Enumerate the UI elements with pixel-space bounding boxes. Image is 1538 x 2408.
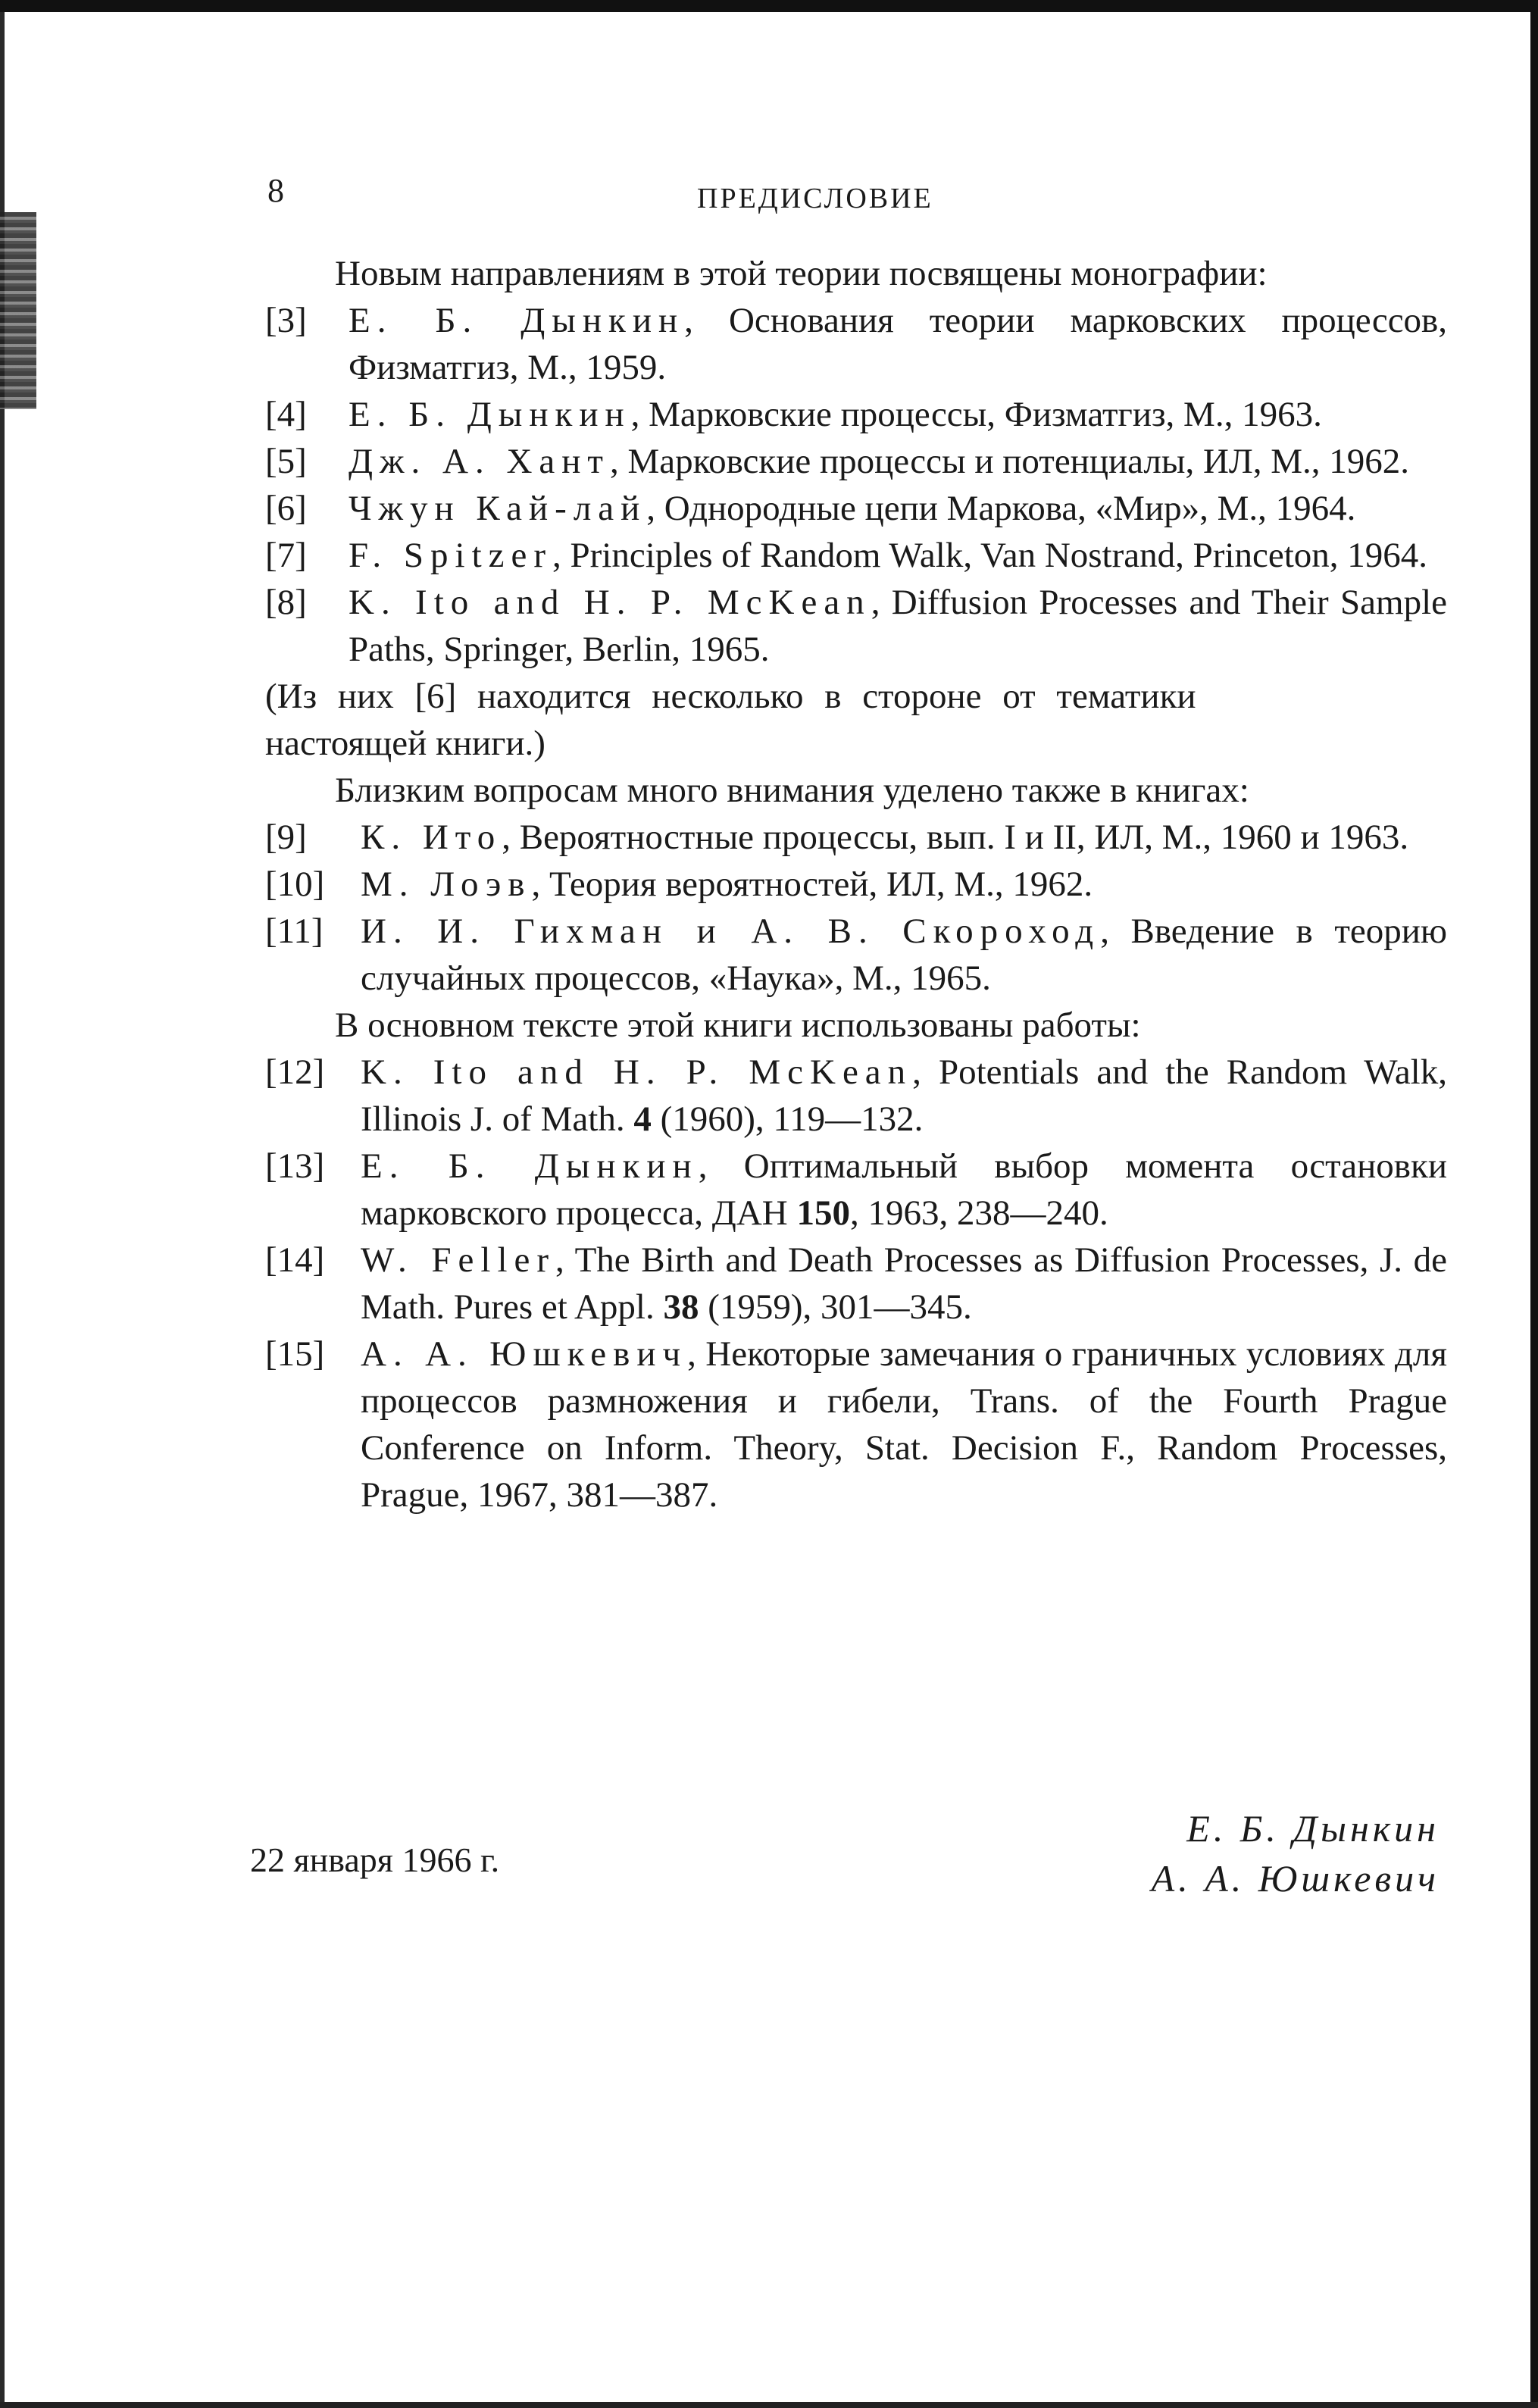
reference-number: [6] <box>265 489 307 528</box>
reference-15 <box>265 1331 1447 1518</box>
reference-text: , Введение в теорию случайных процессов, «Наука», М., 1965. <box>361 912 1447 998</box>
binding-mark <box>0 212 36 409</box>
reference-author: W. Feller <box>361 1240 556 1280</box>
reference-text: , Основания теории марковских процессов, Физматгиз, М., 1959. <box>349 301 1447 387</box>
reference-author: И. И. Гихман и А. В. Скороход <box>361 912 1101 951</box>
intro-paragraph-2: Близким вопросам много внимания уделено также в книгах: <box>335 771 1249 810</box>
reference-volume: 4 <box>633 1099 652 1139</box>
scan-edge-bottom <box>0 2402 1538 2408</box>
reference-volume: 150 <box>796 1193 850 1233</box>
reference-4 <box>265 391 1447 438</box>
reference-volume: 38 <box>663 1287 699 1327</box>
note-line-1: (Из них [6] находится несколько в стороне от тематики <box>265 677 1196 716</box>
page-number: 8 <box>267 172 284 209</box>
reference-number: [12] <box>265 1052 325 1092</box>
reference-text: , Diffusion Processes and Their Sample Paths, Springer, Berlin, 1965. <box>349 583 1447 669</box>
reference-text: , Оптимальный выбор момента остановки марковского процесса, ДАН <box>361 1146 1447 1233</box>
reference-text: , Марковские процессы и потенциалы, ИЛ, М., 1962. <box>609 442 1410 481</box>
reference-number: [15] <box>265 1334 325 1374</box>
reference-12 <box>265 1049 1447 1143</box>
reference-6 <box>265 485 1447 532</box>
reference-author: Е. Б. Дынкин <box>349 301 685 340</box>
scan-edge-right <box>1530 0 1538 2408</box>
reference-author: Дж. А. Хант <box>349 442 610 481</box>
reference-text-tail: , 1963, 238—240. <box>850 1193 1108 1233</box>
reference-text: , Principles of Random Walk, Van Nostrand, Princeton, 1964. <box>552 536 1428 575</box>
intro-paragraph-3: В основном тексте этой книги использованы работы: <box>335 1005 1141 1045</box>
reference-number: [11] <box>265 912 324 951</box>
page-body <box>265 250 1447 1518</box>
reference-5 <box>265 438 1447 485</box>
reference-number: [13] <box>265 1146 325 1186</box>
reference-author: Е. Б. Дынкин <box>349 395 631 434</box>
note-line-2: настоящей книги.) <box>265 724 545 763</box>
reference-number: [9] <box>265 818 307 857</box>
reference-text: , Вероятностные процессы, вып. I и II, ИЛ, М., 1960 и 1963. <box>502 818 1409 857</box>
reference-3 <box>265 297 1447 391</box>
reference-author: М. Лоэв <box>361 865 532 904</box>
reference-text: , Некоторые замечания о граничных условиях для процессов размножения и гибели, Trans. of the Fourth Prague Conference on Inform. Theory, Stat. Decision F., Random Processes, Prague, 1967, 381—387. <box>361 1334 1447 1515</box>
reference-author: А. А. Юшкевич <box>361 1334 688 1374</box>
reference-number: [8] <box>265 583 307 622</box>
reference-author: K. Ito and H. P. McKean <box>349 583 871 622</box>
reference-author: Е. Б. Дынкин <box>361 1146 699 1186</box>
reference-author: К. Ито <box>361 818 502 857</box>
reference-text-tail: (1959), 301—345. <box>699 1287 972 1327</box>
reference-number: [5] <box>265 442 307 481</box>
reference-11 <box>265 908 1447 1002</box>
reference-number: [10] <box>265 865 325 904</box>
reference-number: [3] <box>265 301 307 340</box>
reference-9 <box>265 814 1447 861</box>
reference-author: K. Ito and H. P. McKean <box>361 1052 913 1092</box>
signature-yushkevich: А. А. Юшкевич <box>1151 1857 1440 1900</box>
reference-text-tail: (1960), 119—132. <box>651 1099 924 1139</box>
reference-number: [7] <box>265 536 307 575</box>
reference-text: , Теория вероятностей, ИЛ, М., 1962. <box>531 865 1093 904</box>
signature-dynkin: Е. Б. Дынкин <box>1186 1807 1440 1850</box>
reference-text: , The Birth and Death Processes as Diffusion Processes, J. de Math. Pures et Appl. <box>361 1240 1447 1327</box>
scan-edge-top <box>0 0 1538 12</box>
reference-7 <box>265 532 1447 579</box>
reference-text: , Марковские процессы, Физматгиз, М., 1963. <box>630 395 1322 434</box>
reference-text: , Potentials and the Random Walk, Illinois J. of Math. <box>361 1052 1447 1139</box>
reference-text: , Однородные цепи Маркова, «Мир», М., 1964. <box>646 489 1356 528</box>
reference-number: [4] <box>265 395 307 434</box>
reference-author: Чжун Кай-лай <box>349 489 647 528</box>
running-title: ПРЕДИСЛОВИЕ <box>697 183 933 214</box>
reference-author: F. Spitzer <box>349 536 553 575</box>
note-paragraph <box>265 673 1447 767</box>
reference-8 <box>265 579 1447 673</box>
reference-14 <box>265 1237 1447 1331</box>
preface-date: 22 января 1966 г. <box>250 1840 500 1879</box>
intro-paragraph-1: Новым направлениям в этой теории посвящены монографии: <box>335 254 1268 293</box>
reference-13 <box>265 1143 1447 1237</box>
reference-number: [14] <box>265 1240 325 1280</box>
reference-10 <box>265 861 1447 908</box>
